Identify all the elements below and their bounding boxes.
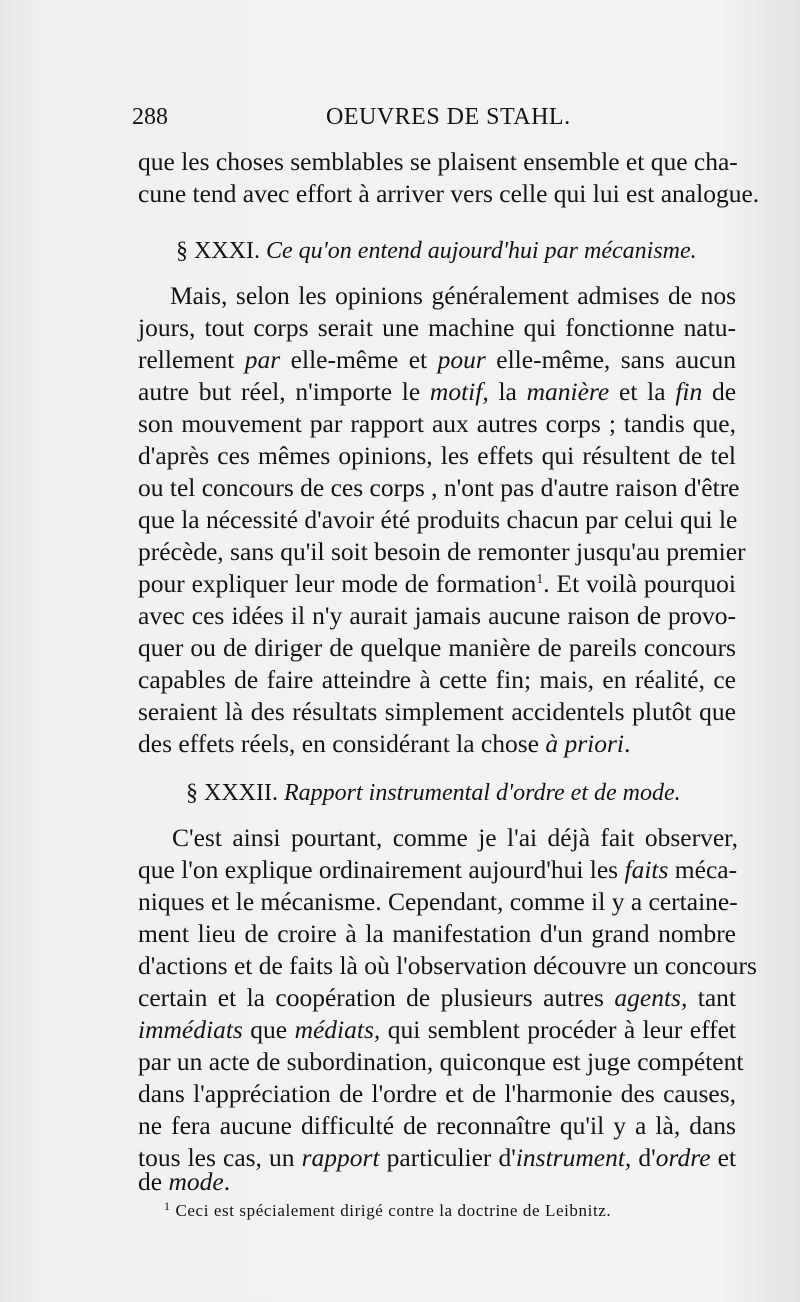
text-line: niques et le mécanisme. Cependant, comme il y a certaine-: [138, 887, 738, 916]
text-line: Mais, selon les opinions généralement admises de nos: [170, 281, 736, 310]
section-number: § XXXII.: [186, 780, 278, 806]
text-line: cune tend avec effort à arriver vers celle qui lui est analogue.: [138, 179, 760, 208]
text-line: dans l'appréciation de l'ordre et de l'harmonie des causes,: [138, 1079, 736, 1108]
text-line: C'est ainsi pourtant, comme je l'ai déjà fait observer,: [172, 823, 738, 852]
footnote: [164, 1200, 611, 1222]
text-line: seraient là des résultats simplement accidentels plutôt que: [138, 697, 736, 726]
section-title: Ce qu'on entend aujourd'hui par mécanisme.: [266, 238, 697, 264]
footnote-text: Ceci est spécialement dirigé contre la doctrine de Leibnitz.: [175, 1201, 612, 1220]
section-title: Rapport instrumental d'ordre et de mode.: [283, 780, 681, 806]
text-line: de mode.: [138, 1167, 231, 1196]
text-line: autre but réel, n'importe le motif, la manière et la fin de: [138, 377, 737, 406]
text-line: rellement par elle-même et pour elle-même, sans aucun: [138, 345, 736, 374]
text-line: avec ces idées il n'y aurait jamais aucune raison de provo-: [138, 601, 736, 630]
section-heading-31: [176, 236, 697, 266]
text-line: des effets réels, en considérant la chose à priori.: [138, 729, 631, 758]
text-line: capables de faire atteindre à cette fin; mais, en réalité, ce: [138, 665, 736, 694]
text-line: quer ou de diriger de quelque manière de pareils concours: [138, 633, 736, 662]
text-line: certain et la coopération de plusieurs autres agents, tant: [138, 983, 736, 1012]
text-line: que la nécessité d'avoir été produits chacun par celui qui le: [138, 505, 738, 534]
text-line: jours, tout corps serait une machine qui fonctionne natu-: [138, 313, 736, 342]
text-line: que les choses semblables se plaisent ensemble et que cha-: [138, 147, 738, 176]
page-number: 288: [132, 104, 168, 130]
text-line: pour expliquer leur mode de formation$^1$. Et voilà pourquoi: [138, 569, 736, 598]
text-line: ne fera aucune difficulté de reconnaître qu'il y a là, dans: [138, 1111, 736, 1140]
text-line: d'après ces mêmes opinions, les effets qui résultent de tel: [138, 441, 736, 470]
page-header: [132, 104, 732, 138]
text-line: ou tel concours de ces corps , n'ont pas d'autre raison d'être: [138, 473, 740, 502]
text-line: immédiats que médiats, qui semblent procéder à leur effet: [138, 1015, 737, 1044]
running-title: OEUVRES DE STAHL.: [326, 104, 571, 130]
section-number: § XXXI.: [176, 238, 260, 264]
text-line: ment lieu de croire à la manifestation d'un grand nombre: [138, 919, 736, 948]
footnote-marker: 1: [536, 572, 544, 587]
text-line: son mouvement par rapport aux autres corps ; tandis que,: [138, 409, 736, 438]
text-line: tous les cas, un rapport particulier d'instrument, d'ordre et: [138, 1143, 737, 1172]
text-line: par un acte de subordination, quiconque est juge compétent: [138, 1047, 744, 1076]
section-heading-32: [186, 778, 681, 808]
footnote-number: 1: [164, 1199, 171, 1213]
text-line: que l'on explique ordinairement aujourd'hui les faits méca-: [138, 855, 738, 884]
text-line: précède, sans qu'il soit besoin de remonter jusqu'au premier: [138, 537, 746, 566]
text-line: d'actions et de faits là où l'observation découvre un concours: [138, 951, 757, 980]
